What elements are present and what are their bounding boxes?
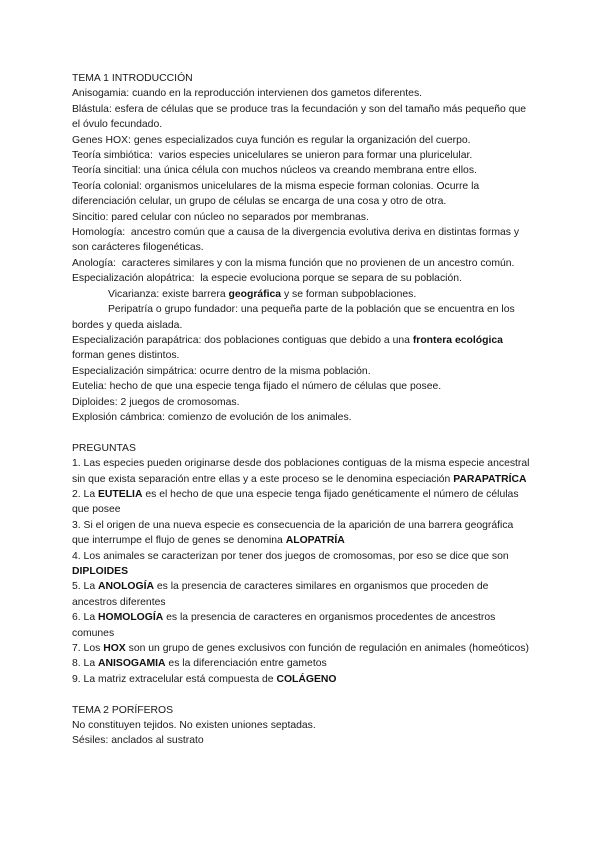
question-answer: ANOLOGÍA [98, 581, 154, 593]
question-answer: ANISOGAMIA [98, 658, 166, 670]
section-title-tema1: TEMA 1 INTRODUCCIÓN [72, 73, 193, 84]
definition-text: comienzo de evolución de los animales. [167, 411, 352, 423]
definition-term: Teoría sincitial [72, 165, 138, 177]
definition-term: Anología [72, 257, 114, 269]
peripatria-text: Peripatría o grupo fundador: una pequeña parte de la población que se encuentra en los bordes y queda aislada. [72, 304, 518, 331]
definitions-list-2 [72, 364, 532, 426]
parapatrica-text-end: forman genes distintos. [72, 334, 506, 362]
definition-text: la especie evoluciona porque se separa de su población. [200, 273, 462, 285]
question-item [72, 549, 532, 580]
document-page [72, 71, 532, 749]
question-text-end: es la presencia de caracteres similares en organismos que proceden de ancestros diferentes [72, 581, 492, 608]
definition-text: genes especializados cuya función es regular la organización del cuerpo. [133, 134, 471, 146]
question-text: 5. La [72, 581, 98, 593]
question-text: 1. Las especies pueden originarse desde dos poblaciones contiguas de la misma especie ancestral sin que exista separación entre ellas y a este proceso se le denomina especiación [72, 458, 533, 485]
question-text-end: es la diferenciación entre gametos [165, 658, 327, 670]
question-item [72, 518, 532, 549]
section-gap [72, 687, 532, 702]
definition-term: Teoría simbiótica [72, 150, 150, 162]
definition-separator: : [105, 211, 112, 223]
definition-text: ocurre dentro de la misma población. [199, 365, 371, 377]
definition-term: Sincitio [72, 211, 106, 223]
definition-item [72, 102, 532, 133]
questions-list [72, 456, 532, 687]
parapatrica-text: Especialización parapátrica: dos poblaciones contiguas que debido a una [72, 334, 413, 346]
question-answer: HOMOLOGÍA [98, 612, 164, 624]
definition-separator: : [128, 134, 134, 146]
definition-separator: : [139, 180, 145, 192]
definition-text: ancestro común que a causa de la divergencia evolutiva deriva en distintas formas y son carácteres filogenéticas. [72, 227, 522, 254]
section-gap [72, 425, 532, 440]
question-text-end: son un grupo de genes exclusivos con función de regulación en animales (homeóticos) [125, 643, 529, 655]
definition-item [72, 256, 532, 271]
definition-term: Genes HOX [72, 134, 129, 146]
question-answer: EUTELIA [98, 488, 143, 500]
definition-term: Blástula [72, 103, 109, 115]
vicarianza-text-end: y se forman subpoblaciones. [281, 288, 417, 300]
tema2-line: No constituyen tejidos. No existen uniones septadas. [72, 720, 316, 732]
definition-separator: : [103, 381, 110, 393]
question-text: 2. La [72, 488, 98, 500]
section-title-tema2: TEMA 2 PORÍFEROS [72, 704, 174, 716]
definition-text: pared celular con núcleo no separados por membranas. [111, 211, 369, 223]
definition-term: Homología [72, 227, 123, 239]
definition-separator: : [126, 88, 133, 100]
definition-separator: : [122, 227, 131, 239]
definition-item [72, 86, 532, 101]
question-text: 3. Si el origen de una nueva especie es consecuencia de la aparición de una barrera geográfica que interrumpe el flujo de genes se denomina [72, 519, 517, 547]
question-item [72, 456, 532, 487]
definition-separator: : [108, 103, 115, 115]
definition-text: hecho de que una especie tenga fijado el número de células que posee. [109, 381, 442, 393]
question-answer: HOX [103, 643, 126, 655]
definition-separator: : [114, 396, 121, 408]
definition-text: caracteres similares y con la misma función que no provienen de un ancestro común. [121, 257, 515, 269]
definition-term: Teoría colonial [72, 180, 140, 192]
definition-text: cuando en la reproducción intervienen dos gametos diferentes. [132, 88, 423, 100]
vicarianza-text: Vicarianza: existe barrera [108, 288, 229, 300]
definition-item [72, 364, 532, 379]
definition-text: esfera de células que se produce tras la fecundación y son del tamaño más pequeño que el óvulo fecundado. [72, 103, 529, 131]
question-item [72, 641, 532, 656]
definition-item [72, 379, 532, 394]
question-answer: PARAPATRÍCA [453, 473, 527, 485]
definition-item [72, 210, 532, 225]
definition-term: Anisogamia [72, 88, 127, 100]
definitions-list [72, 86, 532, 286]
definition-item [72, 163, 532, 178]
question-text: 9. La matriz extracelular está compuesta de [72, 673, 277, 685]
definition-item [72, 179, 532, 210]
definition-item [72, 410, 532, 425]
definition-separator: : [113, 257, 122, 269]
question-text-end: es el hecho de que una especie tenga fijado genéticamente el número de células que posee [72, 488, 522, 516]
section-title-preguntas: PREGUNTAS [72, 442, 136, 454]
question-answer: DIPLOIDES [72, 565, 129, 577]
parapatrica-bold: frontera ecológica [412, 334, 503, 346]
question-item [72, 579, 532, 610]
tema2-lines [72, 718, 532, 749]
question-item [72, 656, 532, 671]
definition-term: Explosión cámbrica [72, 411, 163, 423]
definition-text: una única célula con muchos núcleos va creando membrana entre ellos. [143, 165, 477, 177]
definition-separator: : [162, 411, 168, 423]
question-item [72, 610, 532, 641]
definition-separator: : [149, 150, 159, 162]
definition-text: organismos unicelulares de la misma especie forman colonias. Ocurre la diferenciación celular, un grupo de células se encarga de una cosa y otro de otra. [72, 180, 483, 208]
definition-separator: : [191, 273, 201, 285]
tema2-line: Sésiles: anclados al sustrato [72, 735, 204, 747]
definition-item [72, 395, 532, 410]
definition-separator: : [193, 365, 200, 377]
question-text: 6. La [72, 612, 98, 624]
definition-text: 2 juegos de cromosomas. [120, 396, 240, 408]
definition-item [72, 148, 532, 163]
vicarianza-bold: geográfica [228, 288, 282, 300]
definition-term: Diploides [72, 396, 115, 408]
definition-vicarianza [72, 287, 532, 302]
question-text-end: es la presencia de caracteres en organismos procedentes de ancestros comunes [72, 612, 499, 639]
question-text: 4. Los animales se caracterizan por tener dos juegos de cromosomas, por eso se dice que son [72, 550, 512, 562]
question-answer: ALOPATRÍA [285, 535, 345, 547]
question-item [72, 487, 532, 518]
definition-item [72, 133, 532, 148]
definition-term: Eutelia [72, 381, 104, 393]
definition-text: varios especies unicelulares se unieron para formar una pluricelular. [158, 150, 473, 162]
question-text: 8. La [72, 658, 98, 670]
question-answer: COLÁGENO [276, 673, 337, 685]
question-item [72, 672, 532, 687]
definition-item [72, 271, 532, 286]
definition-peripatria [72, 302, 532, 333]
question-text: 7. Los [72, 643, 104, 655]
definition-parapatrica [72, 333, 532, 364]
definition-term: Especialización simpátrica [72, 365, 194, 377]
definition-term: Especialización alopátrica [72, 273, 192, 285]
definition-separator: : [137, 165, 144, 177]
definition-item [72, 225, 532, 256]
